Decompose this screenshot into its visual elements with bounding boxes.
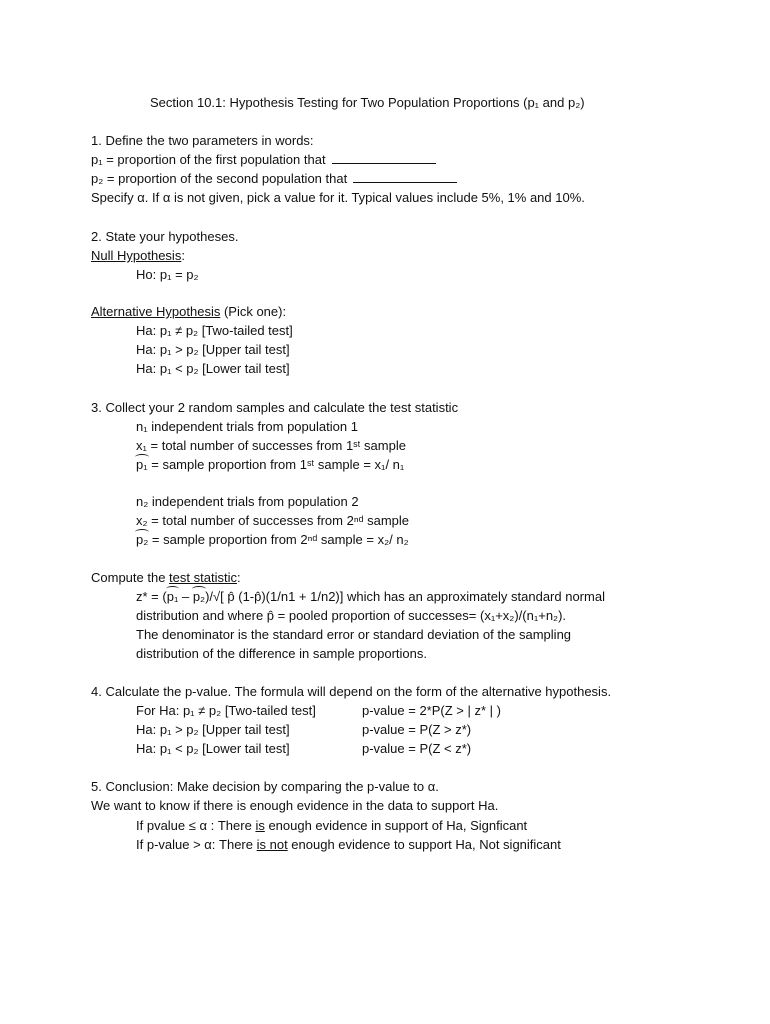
z-prefix: z* = ( (136, 589, 167, 604)
parameter-p1-definition (91, 152, 436, 168)
alternative-hypothesis-label (91, 304, 286, 320)
alt-lower-tail: Ha: p₁ < p₂ [Lower tail test] (136, 361, 290, 376)
conclusion-not-significant (136, 837, 561, 853)
pvalue-row-two-tailed-formula: p-value = 2*P(Z > | z* | ) (362, 703, 501, 718)
conclusion-intro: We want to know if there is enough evidence in the data to support Ha. (91, 798, 499, 813)
x2-definition: x₂ = total number of successes from 2ⁿᵈ sample (136, 513, 409, 528)
p1-blank-line (332, 152, 436, 164)
test-statistic-label: test statistic (169, 570, 237, 585)
alt-upper-tail: Ha: p₁ > p₂ [Upper tail test] (136, 342, 290, 357)
sampling-distribution-text: distribution of the difference in sample proportions. (136, 646, 427, 661)
pvalue-row-two-tailed-ha: For Ha: p₁ ≠ p₂ [Two-tailed test] (136, 703, 316, 718)
conclusion-1-emphasis: is (255, 818, 265, 833)
section-4-heading: 4. Calculate the p-value. The formula will depend on the form of the alternative hypothesis. (91, 684, 612, 699)
pooled-proportion-text: distribution and where p̂ = pooled proportion of successes= (x₁+x₂)/(n₁+n₂). (136, 608, 567, 623)
parameter-p2-text: p₂ = proportion of the second population that (91, 171, 348, 186)
compute-prefix: Compute the (91, 570, 170, 585)
pvalue-row-lower-ha: Ha: p₁ < p₂ [Lower tail test] (136, 741, 290, 756)
x1-definition: x₁ = total number of successes from 1ˢᵗ sample (136, 438, 406, 453)
conclusion-1-pre: If pvalue ≤ α : There (136, 818, 256, 833)
denominator-explanation: The denominator is the standard error or standard deviation of the sampling (136, 627, 572, 642)
parameter-p2-definition (91, 171, 457, 187)
p2-hat-definition (136, 532, 409, 548)
n1-definition: n₁ independent trials from population 1 (136, 419, 358, 434)
pvalue-row-upper-formula: p-value = P(Z > z*) (362, 722, 472, 737)
conclusion-2-post: enough evidence to support Ha, Not significant (287, 837, 561, 852)
n2-definition: n₂ independent trials from population 2 (136, 494, 359, 509)
section-2-heading: 2. State your hypotheses. (91, 229, 239, 244)
null-hypothesis-statement: Ho: p₁ = p₂ (136, 267, 199, 282)
conclusion-2-pre: If p-value > α: There (136, 837, 257, 852)
alpha-instruction: Specify α. If α is not given, pick a value for it. Typical values include 5%, 1% and 10%. (91, 190, 585, 205)
conclusion-2-emphasis: is not (256, 837, 288, 852)
p1-hat-definition (136, 457, 404, 473)
compute-test-statistic (91, 570, 241, 586)
null-hypothesis-title: Null Hypothesis (91, 248, 182, 263)
p2-blank-line (353, 171, 457, 183)
section-3-heading: 3. Collect your 2 random samples and calculate the test statistic (91, 400, 459, 415)
alternative-pick-one: (Pick one): (220, 304, 287, 319)
compute-colon: : (236, 570, 241, 585)
p1-hat-symbol: p₁ (136, 457, 148, 472)
conclusion-significant (136, 818, 527, 834)
p1-hat-text: = sample proportion from 1ˢᵗ sample = x₁/ n₁ (147, 457, 405, 472)
p2-hat-text: = sample proportion from 2ⁿᵈ sample = x₂/ n₂ (148, 532, 409, 547)
pvalue-row-lower-formula: p-value = P(Z < z*) (362, 741, 472, 756)
pvalue-row-upper-ha: Ha: p₁ > p₂ [Upper tail test] (136, 722, 290, 737)
page-title: Section 10.1: Hypothesis Testing for Two Population Proportions (p₁ and p₂) (150, 95, 585, 110)
alt-two-tailed: Ha: p₁ ≠ p₂ [Two-tailed test] (136, 323, 293, 338)
null-hypothesis-label (91, 248, 185, 264)
alternative-hypothesis-title: Alternative Hypothesis (91, 304, 221, 319)
null-colon: : (181, 248, 185, 263)
p2-hat-symbol: p₂ (136, 532, 149, 547)
parameter-p1-text: p₁ = proportion of the first population that (91, 152, 326, 167)
z-p1-hat: p₁ (166, 589, 179, 604)
z-rest: )/√[ p̂ (1-p̂)(1/n1 + 1/n2)] which has an approximately standard normal (205, 589, 605, 604)
section-5-heading: 5. Conclusion: Make decision by comparing the p-value to α. (91, 779, 439, 794)
section-1-heading: 1. Define the two parameters in words: (91, 133, 314, 148)
conclusion-1-post: enough evidence in support of Ha, Signficant (264, 818, 528, 833)
z-minus: – (178, 589, 193, 604)
z-formula (136, 589, 605, 605)
z-p2-hat: p₂ (192, 589, 206, 604)
